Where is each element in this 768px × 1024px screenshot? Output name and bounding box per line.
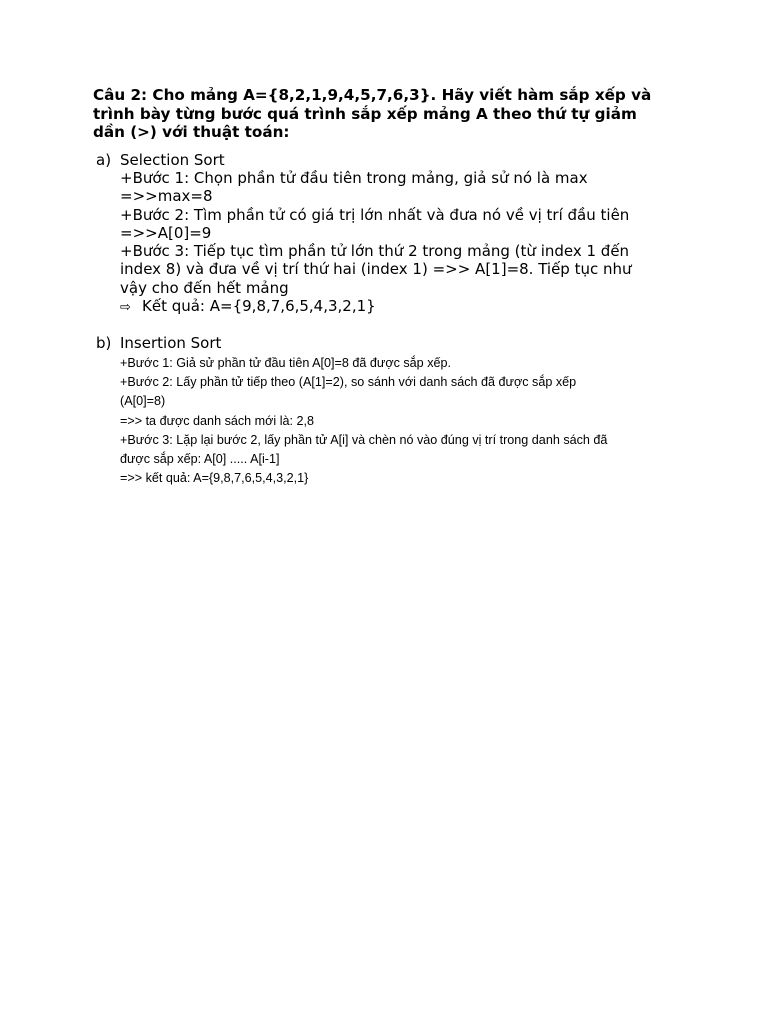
section-b-line: +Bước 3: Lặp lại bước 2, lấy phần tử A[i] và chèn nó vào đúng vị trí trong danh sách đã (120, 432, 608, 447)
section-a-line: +Bước 3: Tiếp tục tìm phần tử lớn thứ 2 trong mảng (từ index 1 đến (120, 242, 630, 261)
question-heading (93, 86, 683, 142)
arrow-right-outline-icon: ⇨ (120, 300, 131, 316)
section-a-line: vậy cho đến hết mảng (120, 278, 289, 297)
question-line-2: trình bày từng bước quá trình sắp xếp mảng A theo thứ tự giảm (93, 104, 637, 123)
section-a-result-text: Kết quả: A={9,8,7,6,5,4,3,2,1} (142, 297, 376, 316)
section-b-body (120, 354, 680, 488)
section-a-line: index 8) và đưa về vị trí thứ hai (index 1) =>> A[1]=8. Tiếp tục như (120, 260, 632, 279)
list-marker-a: a) (96, 151, 112, 169)
section-b-line: (A[0]=8) (120, 394, 166, 409)
section-b-line: được sắp xếp: A[0] ..... A[i-1] (120, 452, 280, 467)
section-a-body (120, 169, 680, 317)
section-a-line: +Bước 1: Chọn phần tử đầu tiên trong mảng, giả sử nó là max (120, 169, 588, 187)
section-a-result (120, 297, 680, 317)
section-a-line: +Bước 2: Tìm phần tử có giá trị lớn nhất và đưa nó về vị trí đầu tiên (120, 205, 630, 224)
section-a-line: =>>A[0]=9 (120, 223, 212, 242)
section-b-line: =>> kết quả: A={9,8,7,6,5,4,3,2,1} (120, 471, 309, 486)
section-b-line: +Bước 2: Lấy phần tử tiếp theo (A[1]=2), so sánh với danh sách đã được sắp xếp (120, 375, 577, 390)
section-a-title: Selection Sort (120, 151, 225, 169)
list-marker-b: b) (96, 334, 112, 352)
section-a-line: =>>max=8 (120, 187, 213, 206)
question-line-1: Câu 2: Cho mảng A={8,2,1,9,4,5,7,6,3}. Hãy viết hàm sắp xếp và (93, 86, 652, 104)
section-b-title: Insertion Sort (120, 334, 222, 352)
section-b-line: =>> ta được danh sách mới là: 2,8 (120, 413, 315, 428)
section-b-line: +Bước 1: Giả sử phần tử đầu tiên A[0]=8 đã được sắp xếp. (120, 356, 451, 370)
question-line-3: dần (>) với thuật toán: (93, 123, 290, 142)
